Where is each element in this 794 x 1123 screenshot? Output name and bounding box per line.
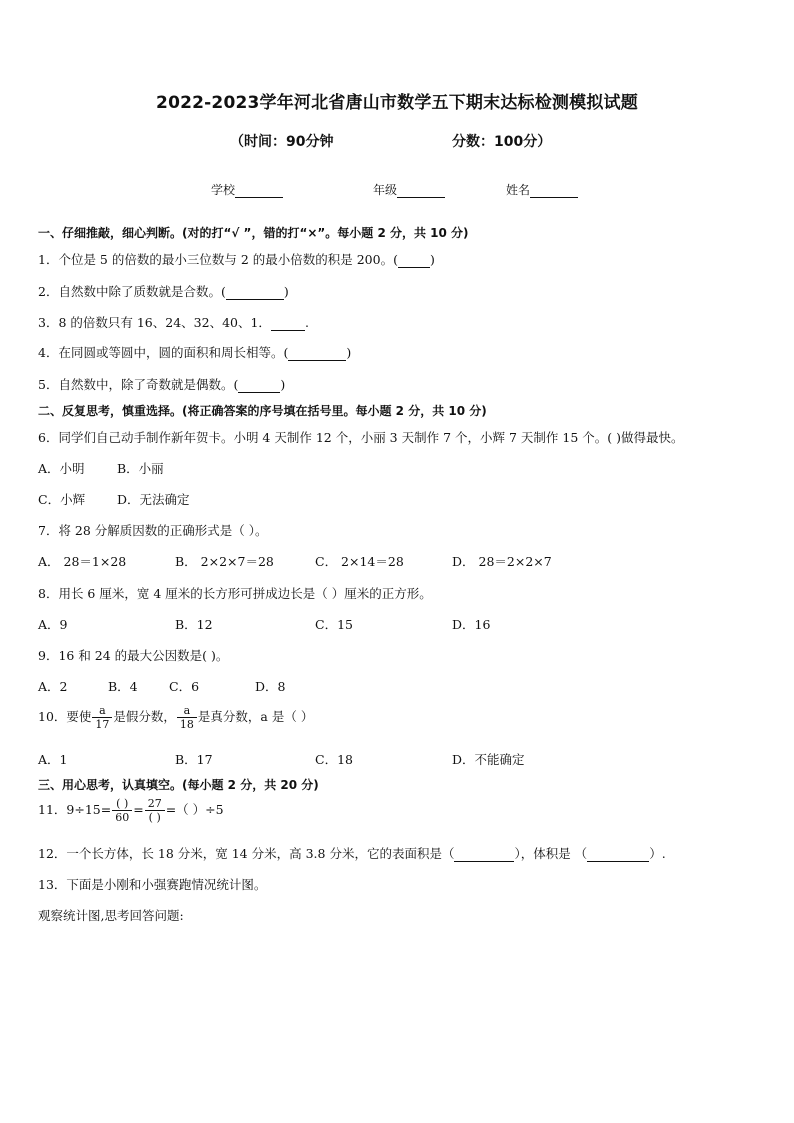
q8-option-c[interactable]: C．15 — [315, 617, 353, 632]
time-limit: （时间：90分钟 — [230, 134, 334, 150]
surface-area-blank[interactable] — [454, 848, 514, 862]
fraction-27-over-blank[interactable] — [145, 797, 165, 824]
section-3-heading: 三、用心思考，认真填空。(每小题 2 分，共 20 分) — [38, 778, 319, 792]
total-score: 分数：100分） — [452, 134, 552, 150]
question-5 — [38, 375, 285, 393]
grade-label: 年级 — [373, 183, 398, 197]
school-blank[interactable] — [235, 185, 283, 198]
question-4-text: 4．在同圆或等圆中，圆的面积和周长相等。( — [38, 345, 289, 360]
q10-option-b[interactable]: B．17 — [175, 752, 213, 767]
equals-sign: = — [133, 802, 144, 817]
question-12-middle: ），体积是 （ — [514, 846, 588, 861]
question-11-suffix: =（ ）÷5 — [165, 802, 224, 817]
answer-blank-1[interactable] — [398, 254, 430, 268]
question-1 — [38, 250, 435, 268]
page-title: 2022-2023学年河北省唐山市数学五下期末达标检测模拟试题 — [156, 93, 638, 113]
q6-option-a[interactable]: A．小明 — [38, 461, 85, 476]
q7-option-c[interactable]: C． 2×14＝28 — [315, 554, 404, 569]
question-5-end: ) — [280, 377, 286, 392]
q10-option-d[interactable]: D．不能确定 — [452, 752, 525, 767]
question-12-end: ）. — [649, 846, 666, 861]
exam-meta — [230, 131, 590, 151]
question-12-prefix: 12．一个长方体，长 18 分米，宽 14 分米，高 3.8 分米，它的表面积是（ — [38, 846, 455, 861]
question-4 — [38, 343, 351, 361]
fraction-denominator: 60 — [115, 811, 130, 824]
q9-option-b[interactable]: B．4 — [108, 679, 138, 694]
fraction-a-over-18 — [177, 704, 197, 731]
fraction-numerator: a — [92, 704, 112, 718]
question-6: 6．同学们自己动手制作新年贺卡。小明 4 天制作 12 个，小丽 3 天制作 7 个，小辉 7 天制作 15 个。( )做得最快。 — [38, 430, 684, 445]
answer-blank-5[interactable] — [238, 379, 280, 393]
answer-blank-4[interactable] — [288, 347, 346, 361]
grade-field — [373, 181, 445, 198]
q8-option-d[interactable]: D．16 — [452, 617, 491, 632]
question-8: 8．用长 6 厘米，宽 4 厘米的长方形可拼成边长是（ ）厘米的正方形。 — [38, 586, 432, 601]
question-10-prefix: 10．要使 — [38, 709, 92, 724]
q7-option-b[interactable]: B． 2×2×7＝28 — [175, 554, 274, 569]
q10-option-a[interactable]: A．1 — [38, 752, 68, 767]
question-3-end: . — [304, 315, 309, 330]
fraction-denominator: 18 — [179, 718, 194, 731]
fraction-denominator: ( ) — [148, 811, 161, 824]
q8-option-b[interactable]: B．12 — [175, 617, 213, 632]
name-blank[interactable] — [530, 185, 578, 198]
question-11 — [38, 797, 224, 824]
question-3 — [38, 313, 309, 331]
name-field — [506, 181, 578, 198]
q7-option-a[interactable]: A． 28＝1×28 — [38, 554, 127, 569]
question-7: 7．将 28 分解质因数的正确形式是（ ）。 — [38, 523, 268, 538]
q6-option-c[interactable]: C．小辉 — [38, 492, 86, 507]
q7-option-d[interactable]: D． 28＝2×2×7 — [452, 554, 552, 569]
observe-instruction: 观察统计图,思考回答问题: — [38, 908, 184, 923]
volume-blank[interactable] — [587, 848, 649, 862]
fraction-numerator: ( ) — [112, 797, 132, 811]
q6-option-d[interactable]: D．无法确定 — [117, 492, 190, 507]
section-1-heading: 一、仔细推敲，细心判断。(对的打“√ ”，错的打“×”。每小题 2 分，共 10 分) — [38, 226, 469, 240]
fraction-blank-over-60[interactable] — [112, 797, 132, 824]
fraction-numerator: a — [177, 704, 197, 718]
q6-option-b[interactable]: B．小丽 — [117, 461, 164, 476]
answer-blank-2[interactable] — [226, 286, 284, 300]
question-5-text: 5．自然数中，除了奇数就是偶数。( — [38, 377, 239, 392]
question-10 — [38, 704, 313, 731]
q10-option-c[interactable]: C．18 — [315, 752, 353, 767]
q8-option-a[interactable]: A．9 — [38, 617, 68, 632]
grade-blank[interactable] — [397, 185, 445, 198]
school-label: 学校 — [211, 183, 236, 197]
section-2-heading: 二、反复思考，慎重选择。(将正确答案的序号填在括号里。每小题 2 分，共 10 分) — [38, 404, 487, 418]
question-13: 13．下面是小刚和小强赛跑情况统计图。 — [38, 877, 267, 892]
answer-blank-3[interactable] — [271, 317, 305, 331]
question-2-text: 2．自然数中除了质数就是合数。( — [38, 284, 226, 299]
question-9: 9．16 和 24 的最大公因数是( )。 — [38, 648, 229, 663]
question-2 — [38, 282, 289, 300]
question-2-end: ) — [283, 284, 289, 299]
question-11-prefix: 11．9÷15= — [38, 802, 112, 817]
question-10-middle: 是假分数， — [113, 709, 176, 724]
question-4-end: ) — [346, 345, 352, 360]
question-12 — [38, 844, 666, 862]
fraction-a-over-17 — [92, 704, 112, 731]
question-3-text: 3．8 的倍数只有 16、24、32、40、1． — [38, 315, 271, 330]
fraction-numerator: 27 — [145, 797, 165, 811]
question-10-suffix: 是真分数，a 是（ ） — [197, 709, 314, 724]
fraction-denominator: 17 — [95, 718, 110, 731]
q9-option-c[interactable]: C．6 — [169, 679, 200, 694]
question-1-end: ) — [429, 252, 435, 267]
question-1-text: 1．个位是 5 的倍数的最小三位数与 2 的最小倍数的积是 200。( — [38, 252, 398, 267]
q9-option-a[interactable]: A．2 — [38, 679, 68, 694]
name-label: 姓名 — [506, 183, 531, 197]
q9-option-d[interactable]: D．8 — [255, 679, 286, 694]
school-field — [211, 181, 283, 198]
